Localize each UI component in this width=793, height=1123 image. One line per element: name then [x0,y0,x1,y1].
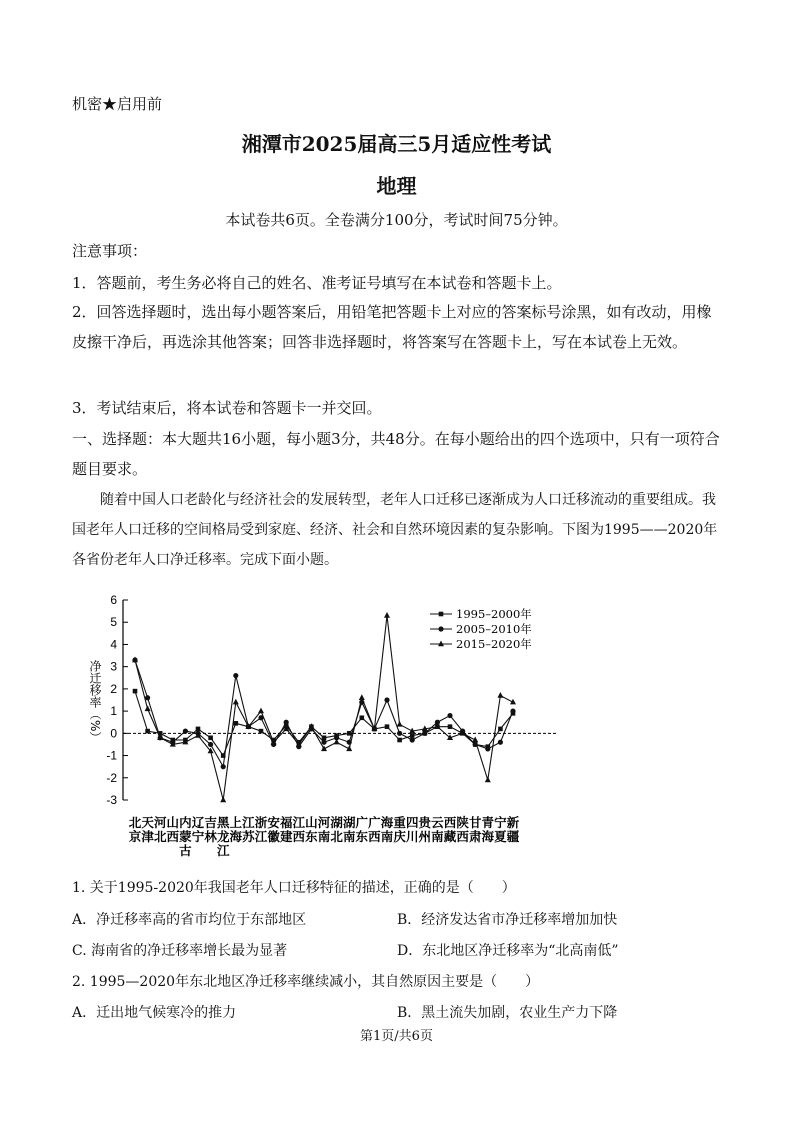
category-label-char: 藏 [443,829,457,844]
category-label-char: 西 [368,829,381,844]
category-label-char: 浙 [254,815,268,830]
category-label-char: 蒙 [179,829,192,844]
category-label-char: 南 [317,829,331,844]
category-label-char: 宁 [494,815,507,830]
category-label-char: 四 [405,815,419,830]
category-label-char: 北 [128,815,142,830]
category-label [318,815,331,844]
data-point [497,692,503,698]
category-label-char: 江 [242,815,255,830]
y-axis-label: 净迁移率（%） [88,660,102,744]
data-point [397,721,403,727]
category-label-char: 海 [380,815,394,830]
data-point [384,612,390,618]
category-label-char: 陕 [456,815,469,830]
notice-item-1: 1．答题前，考生务必将自己的姓名、准考证号填写在本试卷和答题卡上。 [72,274,562,292]
category-label-char: 西 [443,815,457,830]
data-point [220,797,226,803]
category-label [204,815,217,844]
category-label-char: 津 [141,829,154,844]
y-tick-label: -3 [106,793,117,807]
category-label-char: 黑 [216,815,230,830]
data-point [360,715,365,720]
category-label-char: 肃 [468,829,482,844]
category-label-char: 宁 [191,829,205,844]
category-label [279,815,293,844]
category-label [241,815,255,844]
y-tick-label: 5 [110,615,117,630]
category-label [254,815,268,844]
legend-label: 1995–2000年 [456,607,532,621]
category-label-char: 内 [179,815,192,830]
y-tick-label: 6 [110,593,117,607]
category-label-char: 山 [305,815,318,830]
category-label-char: 江 [216,843,230,858]
category-label-char: 安 [267,815,280,830]
data-point [498,727,503,732]
category-label-char: 福 [279,815,293,830]
data-point [233,699,239,705]
category-label-char: 广 [368,815,381,830]
legend-marker [438,641,444,647]
data-point [183,729,188,734]
data-point [133,689,138,694]
exam-intro: 本试卷共6页。全卷满分100分，考试时间75分钟。 [225,211,568,229]
category-label-char: 贵 [418,815,432,830]
category-label-char: 西 [456,829,469,844]
category-label [469,815,482,844]
legend-label: 2005–2010年 [456,622,532,636]
category-label-char: 重 [393,815,406,830]
y-tick-label: -1 [106,748,117,763]
exam-title: 湘潭市2025届高三5月适应性考试 [241,132,552,156]
category-label-char: 庆 [393,829,406,844]
question-2-option-b[interactable]: B．黑土流失加剧，农业生产力下降 [397,1005,618,1021]
data-point [385,724,390,729]
category-label [431,815,444,844]
category-label [406,815,419,844]
category-label-char: 龙 [216,829,230,844]
category-label-char: 苏 [242,829,255,844]
data-point [397,731,402,736]
question-2-option-a[interactable]: A．迁出地气候寒冷的推力 [72,1005,237,1021]
category-label-char: 青 [481,815,495,830]
category-label-char: 广 [355,815,369,830]
category-label-char: 海 [481,829,495,844]
data-point [259,729,264,734]
data-point [145,729,150,734]
category-label-char: 河 [153,815,167,830]
category-label-char: 州 [418,829,432,844]
y-tick-label: 1 [110,704,117,719]
category-label-char: 徽 [267,829,280,844]
data-point [196,727,201,732]
category-label-char: 东 [305,829,318,844]
category-label-char: 山 [166,815,180,830]
data-point [322,735,327,740]
category-label-char: 疆 [506,829,520,844]
category-label [305,815,318,844]
category-label-char: 北 [153,829,167,844]
category-label-char: 吉 [204,815,217,830]
data-point [410,733,415,738]
data-point [448,724,453,729]
data-point [485,746,490,751]
subject-title: 地理 [376,174,417,198]
category-label [216,815,230,858]
category-label-char: 湖 [342,815,356,830]
category-label-char: 北 [330,829,343,844]
category-label [330,815,343,844]
category-label [179,815,192,858]
confidential-mark: 机密★启用前 [72,95,163,113]
category-label-char: 西 [292,829,306,844]
category-label-char: 西 [166,829,180,844]
data-point [334,739,340,745]
category-label-char: 湖 [330,815,343,830]
data-point [447,713,452,718]
category-label-char: 江 [292,815,306,830]
data-point [258,708,264,714]
category-label-char: 南 [431,829,444,844]
data-point [321,740,326,745]
category-label-char: 京 [128,829,142,844]
material-paragraph: 随着中国人口老龄化与经济社会的发展转型，老年人口迁移已逐渐成为人口迁移流动的重要组成。我国老年人口迁移的空间格局受到家庭、经济、社会和自然环境因素的复杂影响。下图为1995——2020年各省份老年人口净迁移率。完成下面小题。 [72,492,718,568]
category-label-char: 南 [380,829,394,844]
category-label-char: 海 [229,829,243,844]
legend-marker [438,626,443,631]
data-point [347,731,352,736]
data-point [498,740,503,745]
data-point [284,720,289,725]
data-point [397,738,402,743]
category-label-char: 东 [355,829,369,844]
section-heading: 一、选择题：本大题共16小题，每小题3分，共48分。在每小题给出的四个选项中，只有一项符合题目要求。 [72,430,720,478]
y-tick-label: 4 [110,637,117,652]
data-point [145,695,150,700]
category-label-char: 林 [204,829,217,844]
category-label-char: 新 [506,815,520,830]
data-point [221,764,226,769]
category-label-char: 云 [431,815,444,830]
y-tick-label: 3 [110,659,117,674]
category-label [356,815,369,844]
category-label [141,815,154,844]
category-label-char: 江 [254,829,268,844]
category-label-char: 天 [141,815,154,830]
data-point [422,731,427,736]
question-1-option-d[interactable]: D．东北地区净迁移率为“北高南低” [397,943,619,959]
category-label [507,815,520,844]
data-point [208,742,213,747]
notice-item-3: 3．考试结束后，将本试卷和答题卡一并交回。 [72,399,382,417]
data-point [359,694,365,700]
question-1-option-b[interactable]: B．经济发达省市净迁移率增加加快 [397,912,618,928]
category-label [230,815,243,844]
category-label [456,815,469,844]
question-1-option-c[interactable]: C. 海南省的净迁移率增长最为显著 [72,943,288,959]
question-1-option-a[interactable]: A．净迁移率高的省市均位于东部地区 [72,912,307,928]
category-label [381,815,394,844]
category-label [343,815,356,844]
notice-heading: 注意事项： [72,242,148,260]
data-point [233,673,238,678]
page-footer: 第1页/共6页 [360,1029,433,1044]
category-label [267,815,280,844]
data-point [510,709,515,714]
data-point [410,737,415,742]
category-label [167,815,180,844]
notice-item-2: 2．回答选择题时，选出每小题答案后，用铅笔把答题卡上对应的答案标号涂黑，如有改动，用橡皮擦干净后，再选涂其他答案；回答非选择题时，将答案写在答题卡上，写在本试卷上无效。 [72,303,712,351]
data-point [208,735,213,740]
question-1-stem: 1. 关于1995-2020年我国老年人口迁移特征的描述，正确的是（ ） [72,880,516,896]
category-label-char: 建 [279,829,293,844]
category-label [368,815,381,844]
migration-rate-chart [78,590,563,862]
data-point [384,697,389,702]
y-tick-label: -2 [106,770,117,785]
category-label [292,815,306,844]
legend-marker [439,612,444,617]
legend-label: 2015–2020年 [456,637,532,651]
category-label [192,815,205,844]
category-label-char: 南 [342,829,356,844]
category-label-char: 甘 [468,815,482,830]
category-label [393,815,406,844]
data-point [485,777,491,783]
category-label-char: 古 [179,843,192,858]
data-point [234,721,239,726]
question-2-stem: 2. 1995—2020年东北地区净迁移率继续减小，其自然原因主要是（ ） [72,974,540,990]
category-label-char: 辽 [191,815,205,830]
category-label-char: 川 [405,829,419,844]
category-label [154,815,167,844]
category-label [444,815,457,844]
y-tick-label: 0 [110,726,117,741]
category-label [494,815,507,844]
category-label-char: 上 [229,815,243,830]
y-tick-label: 2 [110,681,117,696]
category-label-char: 河 [317,815,331,830]
category-label [482,815,495,844]
category-label [129,815,142,844]
category-label-char: 夏 [494,829,507,844]
